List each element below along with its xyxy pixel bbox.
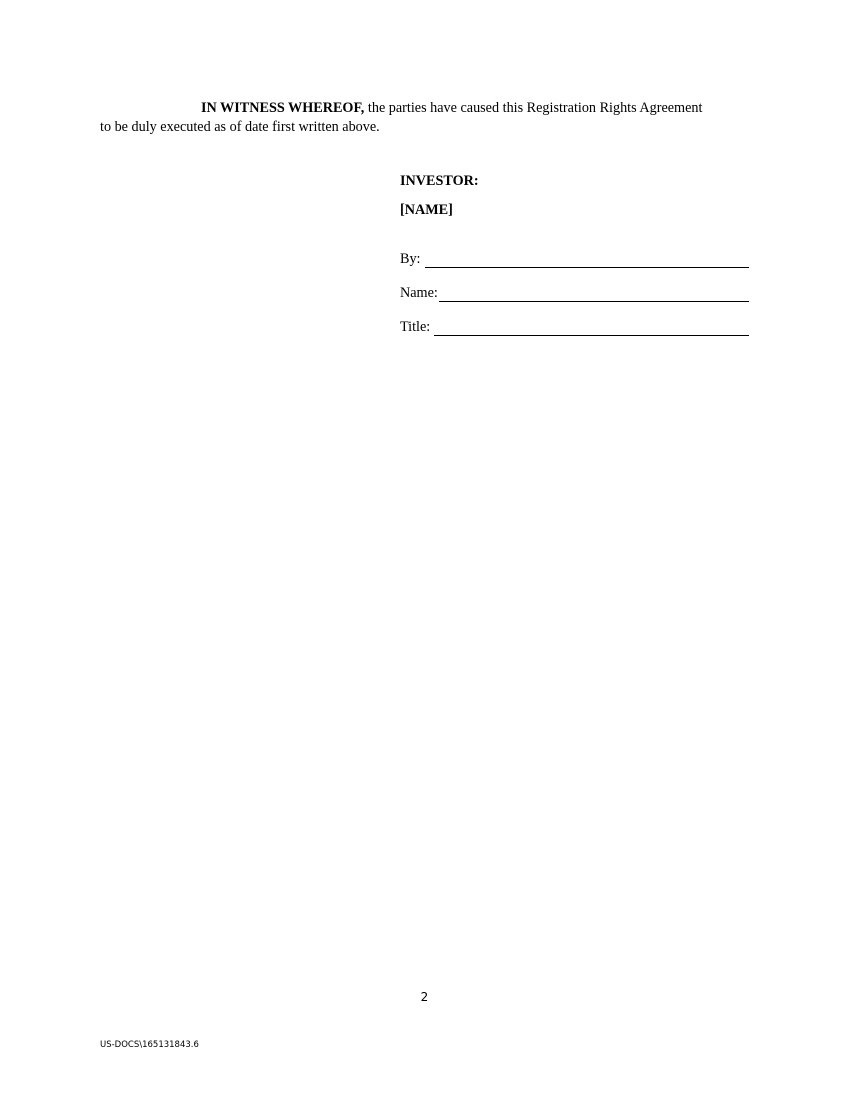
name-signature-rule bbox=[439, 286, 749, 302]
witness-clause-line-1 bbox=[100, 99, 750, 118]
name-label: Name: bbox=[400, 285, 438, 301]
witness-clause-line-1-text: the parties have caused this Registration Rights Agreement bbox=[364, 100, 703, 116]
by-signature-rule bbox=[425, 252, 750, 268]
title-signature-rule bbox=[434, 320, 749, 336]
page-number: 2 bbox=[420, 990, 429, 1004]
signature-by-line bbox=[400, 250, 749, 268]
title-label: Title: bbox=[400, 319, 431, 335]
party-heading: INVESTOR: bbox=[400, 173, 479, 189]
witness-clause-line-2: to be duly executed as of date first written above. bbox=[100, 119, 380, 135]
witness-clause bbox=[100, 99, 750, 137]
party-name-placeholder: [NAME] bbox=[400, 202, 453, 218]
by-label: By: bbox=[400, 251, 421, 267]
signature-title-line bbox=[400, 318, 749, 336]
document-id: US-DOCS\165131843.6 bbox=[100, 1040, 199, 1050]
witness-clause-lead-in: IN WITNESS WHEREOF, bbox=[201, 100, 365, 116]
signature-name-line bbox=[400, 284, 749, 302]
